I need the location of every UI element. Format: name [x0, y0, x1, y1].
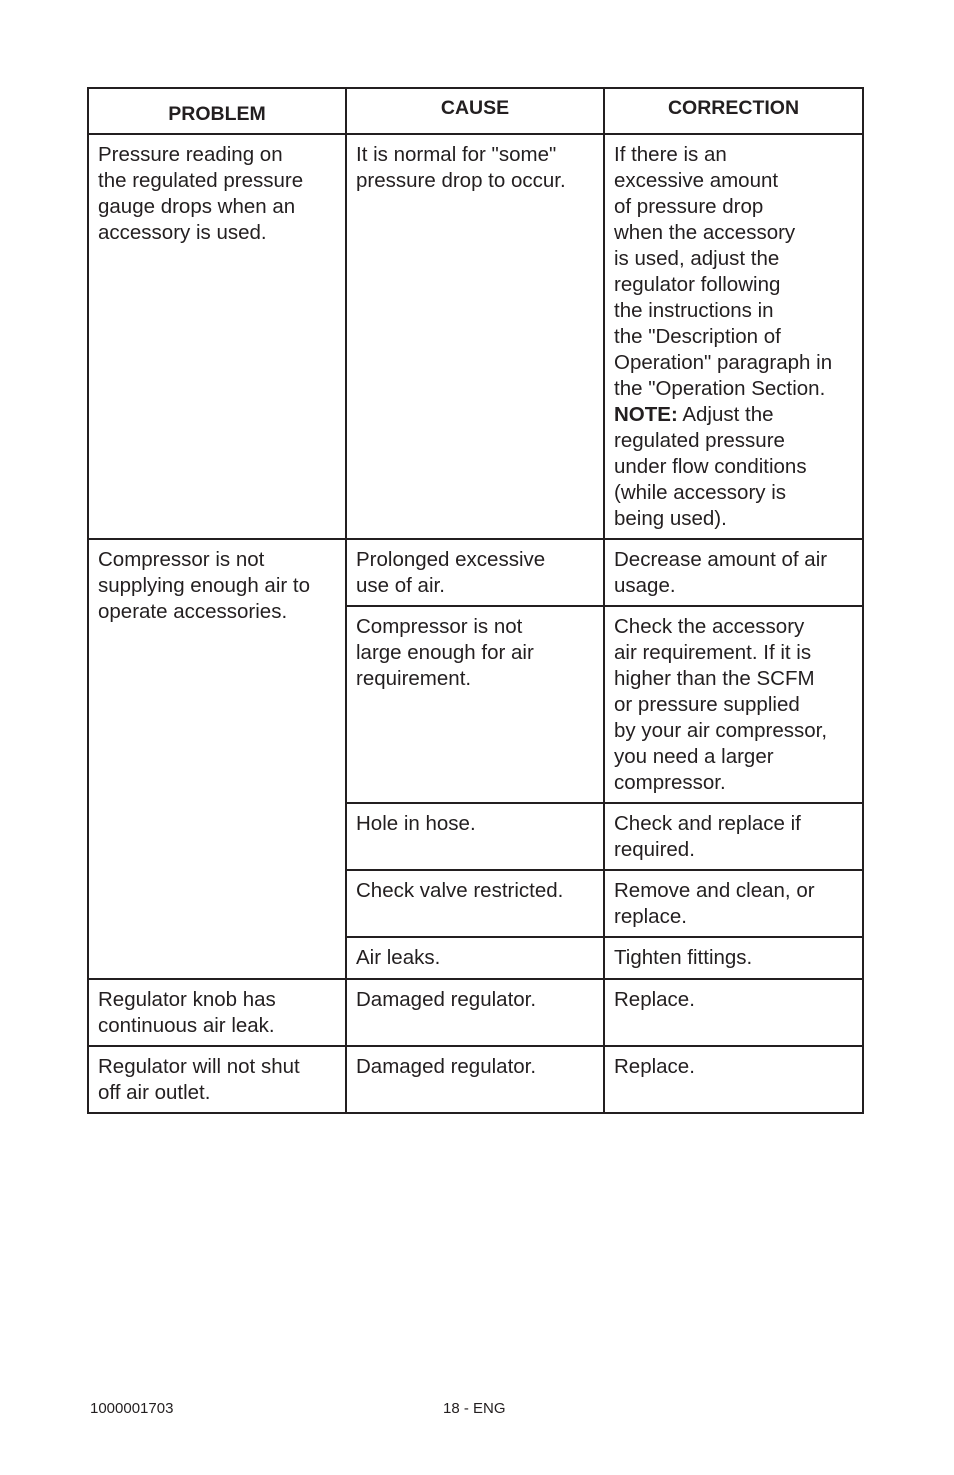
correction-cell: [604, 134, 863, 539]
part-number: 1000001703: [90, 1400, 174, 1417]
problem-cell: Regulator will not shut off air outlet.: [88, 1046, 346, 1113]
table-row: [88, 134, 863, 539]
correction-cell: Check and replace if required.: [604, 803, 863, 870]
correction-cell: Remove and clean, or replace.: [604, 870, 863, 937]
cause-cell: Check valve restricted.: [346, 870, 604, 937]
problem-cell: Pressure reading on the regulated pressure gauge drops when an accessory is used.: [88, 134, 346, 539]
correction-cell: Replace.: [604, 1046, 863, 1113]
correction-cell: Decrease amount of air usage.: [604, 539, 863, 606]
cause-cell: It is normal for "some" pressure drop to occur.: [346, 134, 604, 539]
table-row: [88, 1046, 863, 1113]
header-problem: PROBLEM: [88, 88, 346, 134]
note-label: NOTE:: [614, 403, 678, 426]
table-row: [88, 979, 863, 1046]
correction-cell: Check the accessory air requirement. If it is higher than the SCFM or pressure supplied by your air compressor, you need a larger compressor.: [604, 606, 863, 803]
cause-cell: Air leaks.: [346, 937, 604, 979]
problem-cell: Regulator knob has continuous air leak.: [88, 979, 346, 1046]
cause-cell: Prolonged excessive use of air.: [346, 539, 604, 606]
header-cause: CAUSE: [346, 88, 604, 134]
cause-cell: Damaged regulator.: [346, 1046, 604, 1113]
cause-cell: Hole in hose.: [346, 803, 604, 870]
cause-cell: Damaged regulator.: [346, 979, 604, 1046]
correction-text: If there is an excessive amount of pressure drop when the accessory is used, adjust the regulator following the instructions in the "Description of Operation" paragraph in the "Operation Section.: [614, 143, 833, 400]
correction-cell: Tighten fittings.: [604, 937, 863, 979]
cause-cell: Compressor is not large enough for air requirement.: [346, 606, 604, 803]
troubleshooting-table: [87, 87, 864, 1114]
correction-cell: Replace.: [604, 979, 863, 1046]
table-header-row: [88, 88, 863, 134]
table-row: [88, 539, 863, 606]
page-number: 18 - ENG: [443, 1400, 506, 1417]
problem-cell: Compressor is not supplying enough air to operate accessories.: [88, 539, 346, 979]
note-text: Adjust the regulated pressure under flow conditions (while accessory is being used).: [614, 403, 807, 530]
header-correction: CORRECTION: [604, 88, 863, 134]
